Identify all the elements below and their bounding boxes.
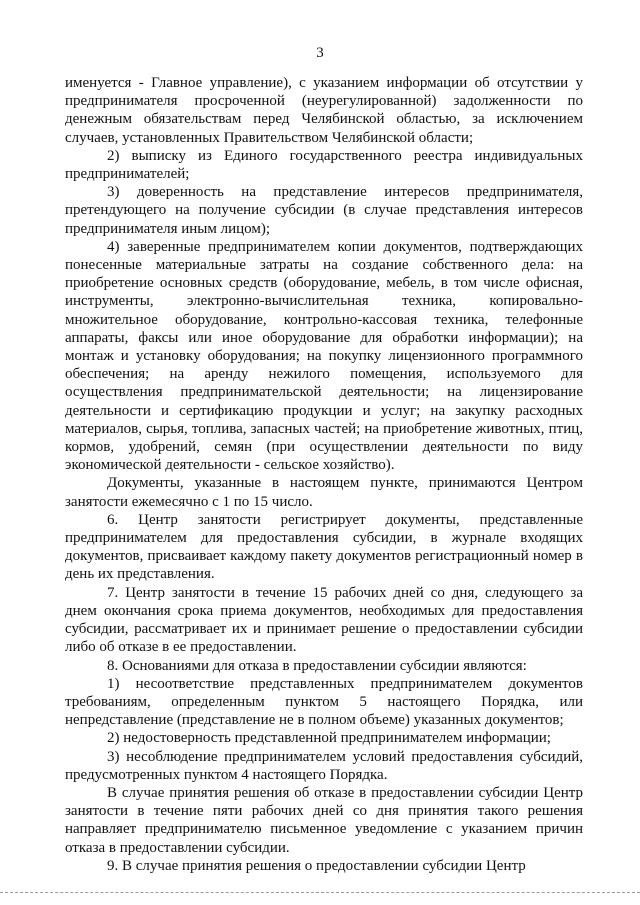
paragraph: 4) заверенные предпринимателем копии документов, подтверждающих понесенные материальные затраты на создание собственного дела: на приобретение основных средств (оборудование, мебель, в том числе офисная, инструменты, электронно-вычислительная техника, копировально-множительное оборудование, контрольно-кассовая техника, телефонные аппараты, факсы или иное оборудование для обработки информации); на монтаж и установку оборудования; на покупку лицензионного программного обеспечения; на аренду нежилого помещения, используемого для осуществления предпринимательской деятельности; на лицензирование деятельности и сертификацию продукции и услуг; на закупку расходных материалов, сырья, топлива, запасных частей; на приобретение животных, птиц, кормов, удобрений, семян (при осуществлении деятельности по виду экономической деятельности - сельское хозяйство).: [65, 238, 583, 474]
paragraph: 7. Центр занятости в течение 15 рабочих дней со дня, следующего за днем окончания срока приема документов, необходимых для предоставления субсидии, рассматривает их и принимает решение о предоставлении субсидии либо об отказе в ее предоставлении.: [65, 584, 583, 656]
paragraph: 1) несоответствие представленных предпринимателем документов требованиям, определенным пунктом 5 настоящего Порядка, или непредставление (представление не в полном объеме) указанных документов;: [65, 675, 583, 729]
paragraph: 8. Основаниями для отказа в предоставлении субсидии являются:: [107, 657, 527, 674]
paragraph: именуется - Главное управление), с указанием информации об отсутствии у предпринимателя просроченной (неурегулированной) задолженности по денежным обязательствам перед Челябинской областью, за исключением случаев, установленных Правительством Челябинской области;: [65, 75, 583, 146]
paragraph: 2) выписку из Единого государственного реестра индивидуальных предпринимателей;: [65, 147, 583, 183]
paragraph: 2) недостоверность представленной предпринимателем информации;: [107, 730, 551, 747]
document-body: [65, 74, 583, 875]
bottom-divider: [0, 892, 640, 893]
paragraph: 3) несоблюдение предпринимателем условий предоставления субсидий, предусмотренных пунктом 4 настоящего Порядка.: [65, 748, 583, 783]
paragraph: 9. В случае принятия решения о предоставлении субсидии Центр: [107, 857, 526, 874]
page-number: 3: [316, 45, 324, 61]
paragraph: 3) доверенность на представление интересов предпринимателя, претендующего на получение субсидии (в случае представления интересов предпринимателя иным лицом);: [65, 184, 583, 237]
paragraph: В случае принятия решения об отказе в предоставлении субсидии Центр занятости в течение пяти рабочих дней со дня принятия такого решения направляет предпринимателю письменное уведомление с указанием причин отказа в предоставлении субсидии.: [65, 784, 583, 856]
paragraph: 6. Центр занятости регистрирует документы, представленные предпринимателем для предоставления субсидии, в журнале входящих документов, присваивает каждому пакету документов регистрационный номер в день их представления.: [65, 511, 583, 583]
paragraph: Документы, указанные в настоящем пункте, принимаются Центром занятости ежемесячно с 1 по 15 число.: [65, 475, 583, 510]
